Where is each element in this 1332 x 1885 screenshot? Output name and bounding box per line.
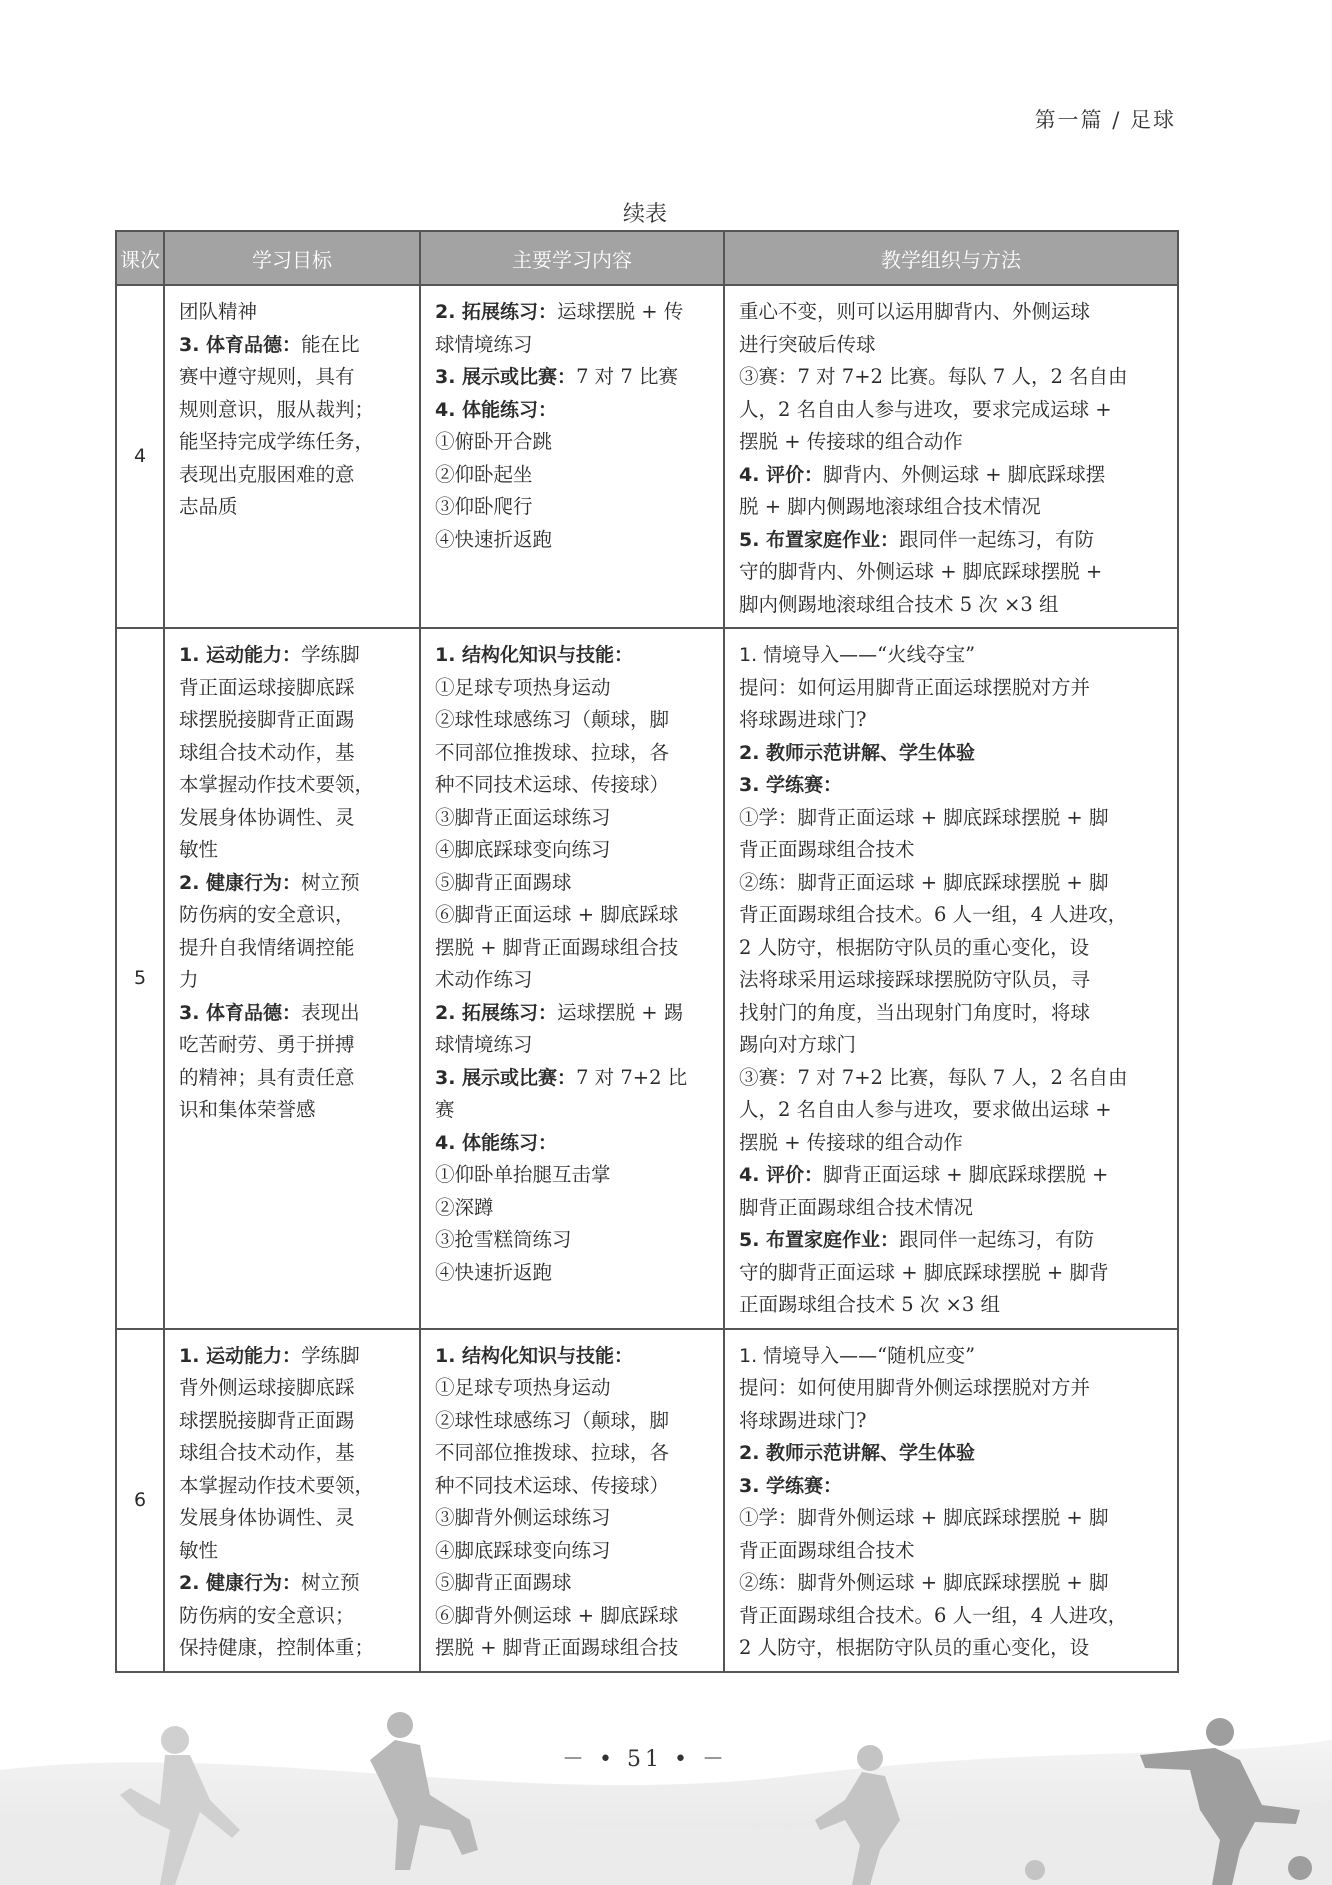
bold-lead-label: 2. 教师示范讲解、学生体验 <box>739 741 976 764</box>
line-text: 提升自我情绪调控能 <box>179 935 355 959</box>
goals-cell <box>164 285 420 628</box>
line-text: 规则意识，服从裁判； <box>179 397 375 421</box>
line-text: 找射门的角度，当出现射门角度时，将球 <box>739 1000 1091 1024</box>
line-text: 球组合技术动作，基 <box>179 740 355 764</box>
content-line <box>435 1437 713 1470</box>
bold-lead-label: 5. 布置家庭作业： <box>739 1229 900 1251</box>
line-text: 提问：如何使用脚背外侧运球摆脱对方并 <box>739 1376 1091 1399</box>
methods-line <box>739 1192 1167 1225</box>
line-text: 防伤病的安全意识， <box>179 903 355 926</box>
bold-lead-label: 2. 健康行为： <box>179 1572 302 1594</box>
methods-line <box>739 1567 1167 1600</box>
goals-line <box>179 899 409 932</box>
line-text: 赛 <box>435 1098 455 1121</box>
content-line <box>435 1535 713 1568</box>
methods-line <box>739 1535 1167 1568</box>
lesson-number-cell: 6 <box>116 1329 164 1672</box>
bold-lead-label: 1. 运动能力： <box>179 1344 302 1367</box>
line-text: ①俯卧开合跳 <box>435 430 553 453</box>
line-text: ①足球专项热身运动 <box>435 1376 611 1399</box>
bold-lead-label: 1. 结构化知识与技能： <box>435 644 634 666</box>
goals-line <box>179 834 409 867</box>
content-line <box>435 964 713 997</box>
table-row <box>116 1329 1178 1672</box>
line-text: 敏性 <box>179 1538 219 1562</box>
goals-line <box>179 639 409 672</box>
line-text: 摆脱 + 脚背正面踢球组合技 <box>435 935 679 959</box>
line-text: “火线夺宝” <box>877 643 976 666</box>
bold-lead-label: 3. 学练赛： <box>739 774 843 796</box>
bold-lead-label: 1. 运动能力： <box>179 644 302 666</box>
line-text: ⑤脚背正面踢球 <box>435 870 572 894</box>
methods-line <box>739 556 1167 589</box>
content-cell <box>420 285 724 628</box>
goals-line <box>179 1470 409 1503</box>
methods-line <box>739 491 1167 524</box>
content-line <box>435 361 713 394</box>
bold-lead-label: 2. 拓展练习： <box>435 301 558 323</box>
goals-line <box>179 704 409 737</box>
methods-line <box>739 704 1167 737</box>
line-text: 将球踢进球门? <box>739 708 867 731</box>
goals-line <box>179 672 409 705</box>
bold-lead-label: 3. 体育品德： <box>179 333 302 356</box>
line-text: 踢向对方球门 <box>739 1033 857 1056</box>
methods-line <box>739 1289 1167 1322</box>
methods-line <box>739 867 1167 900</box>
content-line <box>435 1372 713 1405</box>
lesson-plan-table <box>115 230 1179 1673</box>
goals-line <box>179 1029 409 1062</box>
footer-silhouette-decoration <box>0 1700 1332 1885</box>
table-row <box>116 285 1178 628</box>
line-text: 7 对 7+2 比 <box>576 1065 688 1089</box>
line-text: 不同部位推拨球、拉球，各 <box>435 1441 670 1464</box>
content-line <box>435 997 713 1030</box>
bold-lead-label: 4. 体能练习： <box>435 398 558 421</box>
line-text: 树立预 <box>301 870 360 894</box>
line-text: 背正面踢球组合技术 <box>739 838 915 861</box>
page-number: － • 51 • － <box>562 1747 728 1772</box>
content-line <box>435 737 713 770</box>
goals-line <box>179 426 409 459</box>
bold-lead-label: 3. 展示或比赛： <box>435 366 577 388</box>
goals-line <box>179 1372 409 1405</box>
goals-line <box>179 769 409 802</box>
line-text: 树立预 <box>301 1571 360 1594</box>
line-text: 2 人防守，根据防守队员的重心变化，设 <box>739 1636 1090 1659</box>
lead-label: 1. 情境导入—— <box>739 644 878 666</box>
line-text: 摆脱 + 脚背正面踢球组合技 <box>435 1636 679 1659</box>
methods-line <box>739 329 1167 362</box>
methods-line <box>739 589 1167 622</box>
line-text: 球摆脱接脚背正面踢 <box>179 1408 355 1432</box>
line-text: ③脚背外侧运球练习 <box>435 1506 611 1529</box>
goals-line <box>179 1600 409 1633</box>
line-text: 摆脱 + 传接球的组合动作 <box>739 430 963 453</box>
line-text: 能在比 <box>301 332 360 356</box>
content-line <box>435 1224 713 1257</box>
goals-line <box>179 1502 409 1535</box>
methods-line <box>739 997 1167 1030</box>
bold-lead-label: 5. 布置家庭作业： <box>739 528 900 551</box>
line-text: 运球摆脱 + 传 <box>557 300 684 323</box>
content-line <box>435 1470 713 1503</box>
line-text: ②球性球感练习（颠球，脚 <box>435 708 670 731</box>
line-text: ②练：脚背正面运球 + 脚底踩球摆脱 + 脚 <box>739 870 1109 894</box>
methods-line <box>739 639 1167 672</box>
line-text: 脚内侧踢地滚球组合技术 5 次 ×3 组 <box>739 592 1059 616</box>
goals-line <box>179 491 409 524</box>
line-text: 球组合技术动作，基 <box>179 1441 355 1464</box>
goals-line <box>179 296 409 329</box>
content-line <box>435 769 713 802</box>
content-line <box>435 524 713 557</box>
line-text: 人，2 名自由人参与进攻，要求完成运球 + <box>739 397 1112 421</box>
goals-line <box>179 1405 409 1438</box>
content-line <box>435 932 713 965</box>
methods-line <box>739 361 1167 394</box>
line-text: 的精神；具有责任意 <box>179 1065 355 1089</box>
methods-line <box>739 1372 1167 1405</box>
content-line <box>435 1632 713 1665</box>
line-text: ④脚底踩球变向练习 <box>435 1538 611 1562</box>
methods-line <box>739 1127 1167 1160</box>
goals-line <box>179 361 409 394</box>
methods-line <box>739 1029 1167 1062</box>
line-text: 学练脚 <box>301 643 360 666</box>
table-row <box>116 628 1178 1329</box>
line-text: ③赛：7 对 7+2 比赛。每队 7 人，2 名自由 <box>739 365 1128 388</box>
content-line <box>435 867 713 900</box>
content-line <box>435 1340 713 1373</box>
line-text: 法将球采用运球接踩球摆脱防守队员，寻 <box>739 968 1091 991</box>
methods-line <box>739 672 1167 705</box>
line-text: 球摆脱接脚背正面踢 <box>179 708 355 731</box>
methods-line <box>739 802 1167 835</box>
line-text: 吃苦耐劳、勇于拼搏 <box>179 1033 355 1056</box>
line-text: ⑥脚背正面运球 + 脚底踩球 <box>435 903 679 926</box>
methods-line <box>739 1600 1167 1633</box>
content-line <box>435 899 713 932</box>
line-text: ②练：脚背外侧运球 + 脚底踩球摆脱 + 脚 <box>739 1571 1109 1594</box>
line-text: 人，2 名自由人参与进攻，要求做出运球 + <box>739 1098 1112 1121</box>
line-text: ④快速折返跑 <box>435 1260 553 1284</box>
line-text: 将球踢进球门? <box>739 1408 867 1432</box>
column-header-methods: 教学组织与方法 <box>724 231 1178 285</box>
methods-cell <box>724 285 1178 628</box>
methods-line <box>739 426 1167 459</box>
line-text: 团队精神 <box>179 300 258 323</box>
goals-line <box>179 1567 409 1600</box>
line-text: 背外侧运球接脚底踩 <box>179 1376 355 1399</box>
line-text: 正面踢球组合技术 5 次 ×3 组 <box>739 1293 1000 1316</box>
methods-line <box>739 1224 1167 1257</box>
line-text: 敏性 <box>179 838 219 861</box>
line-text: ④快速折返跑 <box>435 527 553 551</box>
line-text: 运球摆脱 + 踢 <box>557 1000 684 1024</box>
line-text: 2 人防守，根据防守队员的重心变化，设 <box>739 935 1090 959</box>
line-text: 本掌握动作技术要领， <box>179 773 375 796</box>
running-header: 第一篇 / 足球 <box>1034 108 1176 132</box>
bold-lead-label: 4. 体能练习： <box>435 1131 558 1154</box>
line-text: 背正面踢球组合技术。6 人一组，4 人进攻， <box>739 1603 1128 1627</box>
content-cell <box>420 1329 724 1672</box>
line-text: ②仰卧起坐 <box>435 462 533 486</box>
line-text: 不同部位推拨球、拉球，各 <box>435 740 670 764</box>
line-text: 力 <box>179 968 199 991</box>
goals-line <box>179 459 409 492</box>
bold-lead-label: 3. 体育品德： <box>179 1001 302 1024</box>
content-line <box>435 491 713 524</box>
lesson-number-cell: 5 <box>116 628 164 1329</box>
line-text: 球情境练习 <box>435 332 533 356</box>
methods-line <box>739 1257 1167 1290</box>
line-text: 种不同技术运球、传接球） <box>435 773 670 796</box>
content-line <box>435 329 713 362</box>
content-line <box>435 426 713 459</box>
goals-line <box>179 394 409 427</box>
content-line <box>435 296 713 329</box>
methods-line <box>739 1632 1167 1665</box>
content-line <box>435 459 713 492</box>
line-text: 识和集体荣誉感 <box>179 1098 316 1121</box>
methods-cell <box>724 628 1178 1329</box>
bold-lead-label: 3. 学练赛： <box>739 1474 843 1497</box>
content-line <box>435 1257 713 1290</box>
line-text: 脚背内、外侧运球 + 脚底踩球摆 <box>823 462 1106 486</box>
content-line <box>435 704 713 737</box>
line-text: 术动作练习 <box>435 968 533 991</box>
bold-lead-label: 2. 教师示范讲解、学生体验 <box>739 1442 976 1464</box>
content-line <box>435 1502 713 1535</box>
methods-line <box>739 1062 1167 1095</box>
line-text: 背正面踢球组合技术 <box>739 1538 915 1562</box>
goals-line <box>179 1632 409 1665</box>
line-text: ⑥脚背外侧运球 + 脚底踩球 <box>435 1603 679 1627</box>
content-line <box>435 802 713 835</box>
methods-line <box>739 524 1167 557</box>
line-text: 种不同技术运球、传接球） <box>435 1473 670 1497</box>
methods-line <box>739 1094 1167 1127</box>
line-text: 能坚持完成学练任务， <box>179 430 375 453</box>
content-line <box>435 394 713 427</box>
content-line <box>435 1600 713 1633</box>
line-text: 保持健康，控制体重； <box>179 1636 375 1659</box>
content-line <box>435 1062 713 1095</box>
bold-lead-label: 2. 拓展练习： <box>435 1001 558 1024</box>
line-text: 发展身体协调性、灵 <box>179 805 355 829</box>
bold-lead-label: 3. 展示或比赛： <box>435 1066 577 1089</box>
content-line <box>435 834 713 867</box>
methods-line <box>739 769 1167 802</box>
line-text: 本掌握动作技术要领， <box>179 1473 375 1497</box>
line-text: “随机应变” <box>877 1343 976 1367</box>
line-text: ③脚背正面运球练习 <box>435 805 611 829</box>
goals-line <box>179 867 409 900</box>
lesson-number-cell: 4 <box>116 285 164 628</box>
line-text: ①仰卧单抬腿互击掌 <box>435 1163 611 1186</box>
bold-lead-label: 1. 结构化知识与技能： <box>435 1344 634 1367</box>
goals-line <box>179 964 409 997</box>
bold-lead-label: 4. 评价： <box>739 1164 824 1186</box>
methods-line <box>739 964 1167 997</box>
line-text: 背正面运球接脚底踩 <box>179 675 355 699</box>
content-line <box>435 672 713 705</box>
methods-line <box>739 296 1167 329</box>
goals-line <box>179 1437 409 1470</box>
line-text: 进行突破后传球 <box>739 332 876 356</box>
line-text: ①学：脚背正面运球 + 脚底踩球摆脱 + 脚 <box>739 805 1109 829</box>
line-text: 重心不变，则可以运用脚背内、外侧运球 <box>739 300 1091 323</box>
line-text: ④脚底踩球变向练习 <box>435 838 611 861</box>
goals-line <box>179 932 409 965</box>
line-text: 表现出 <box>301 1000 360 1024</box>
goals-line <box>179 802 409 835</box>
line-text: 表现出克服困难的意 <box>179 462 355 486</box>
column-header-lesson: 课次 <box>116 231 164 285</box>
line-text: 脚背正面踢球组合技术情况 <box>739 1195 974 1219</box>
methods-line <box>739 899 1167 932</box>
line-text: ③仰卧爬行 <box>435 495 533 518</box>
goals-line <box>179 329 409 362</box>
content-line <box>435 1127 713 1160</box>
methods-line <box>739 394 1167 427</box>
table-header-row <box>116 231 1178 285</box>
methods-line <box>739 1159 1167 1192</box>
methods-line <box>739 459 1167 492</box>
content-line <box>435 1192 713 1225</box>
goals-line <box>179 737 409 770</box>
content-line <box>435 1567 713 1600</box>
methods-line <box>739 834 1167 867</box>
line-text: 摆脱 + 传接球的组合动作 <box>739 1130 963 1154</box>
line-text: 赛中遵守规则，具有 <box>179 365 355 388</box>
line-text: 跟同伴一起练习，有防 <box>899 527 1095 551</box>
line-text: 脚背正面运球 + 脚底踩球摆脱 + <box>823 1163 1109 1186</box>
methods-line <box>739 1470 1167 1503</box>
content-line <box>435 1029 713 1062</box>
bold-lead-label: 2. 健康行为： <box>179 871 302 894</box>
line-text: 球情境练习 <box>435 1033 533 1056</box>
line-text: ①学：脚背外侧运球 + 脚底踩球摆脱 + 脚 <box>739 1506 1109 1529</box>
line-text: 守的脚背内、外侧运球 + 脚底踩球摆脱 + <box>739 560 1103 583</box>
line-text: ③抢雪糕筒练习 <box>435 1228 572 1251</box>
line-text: 守的脚背正面运球 + 脚底踩球摆脱 + 脚背 <box>739 1260 1109 1284</box>
content-line <box>435 1159 713 1192</box>
line-text: 背正面踢球组合技术。6 人一组，4 人进攻， <box>739 903 1128 926</box>
line-text: 防伤病的安全意识； <box>179 1603 355 1627</box>
line-text: 学练脚 <box>301 1343 360 1367</box>
line-text: 脱 + 脚内侧踢地滚球组合技术情况 <box>739 495 1041 518</box>
content-line <box>435 1094 713 1127</box>
content-line <box>435 1405 713 1438</box>
column-header-content: 主要学习内容 <box>420 231 724 285</box>
table-caption: 续表 <box>622 202 667 227</box>
goals-line <box>179 1062 409 1095</box>
line-text: ②深蹲 <box>435 1195 494 1219</box>
goals-cell <box>164 628 420 1329</box>
column-header-goals: 学习目标 <box>164 231 420 285</box>
goals-line <box>179 997 409 1030</box>
content-line <box>435 639 713 672</box>
goals-line <box>179 1094 409 1127</box>
bold-lead-label: 4. 评价： <box>739 463 824 486</box>
methods-line <box>739 932 1167 965</box>
methods-cell <box>724 1329 1178 1672</box>
line-text: 跟同伴一起练习，有防 <box>899 1228 1095 1251</box>
goals-cell <box>164 1329 420 1672</box>
methods-line <box>739 737 1167 770</box>
line-text: ①足球专项热身运动 <box>435 675 611 699</box>
lead-label: 1. 情境导入—— <box>739 1344 878 1367</box>
line-text: ②球性球感练习（颠球，脚 <box>435 1408 670 1432</box>
line-text: 提问：如何运用脚背正面运球摆脱对方并 <box>739 675 1091 699</box>
methods-line <box>739 1502 1167 1535</box>
goals-line <box>179 1535 409 1568</box>
line-text: 7 对 7 比赛 <box>576 365 678 388</box>
methods-line <box>739 1437 1167 1470</box>
goals-line <box>179 1340 409 1373</box>
methods-line <box>739 1340 1167 1373</box>
line-text: 发展身体协调性、灵 <box>179 1506 355 1529</box>
methods-line <box>739 1405 1167 1438</box>
line-text: ⑤脚背正面踢球 <box>435 1571 572 1594</box>
line-text: 志品质 <box>179 495 238 518</box>
content-cell <box>420 628 724 1329</box>
line-text: ③赛：7 对 7+2 比赛，每队 7 人，2 名自由 <box>739 1065 1128 1089</box>
